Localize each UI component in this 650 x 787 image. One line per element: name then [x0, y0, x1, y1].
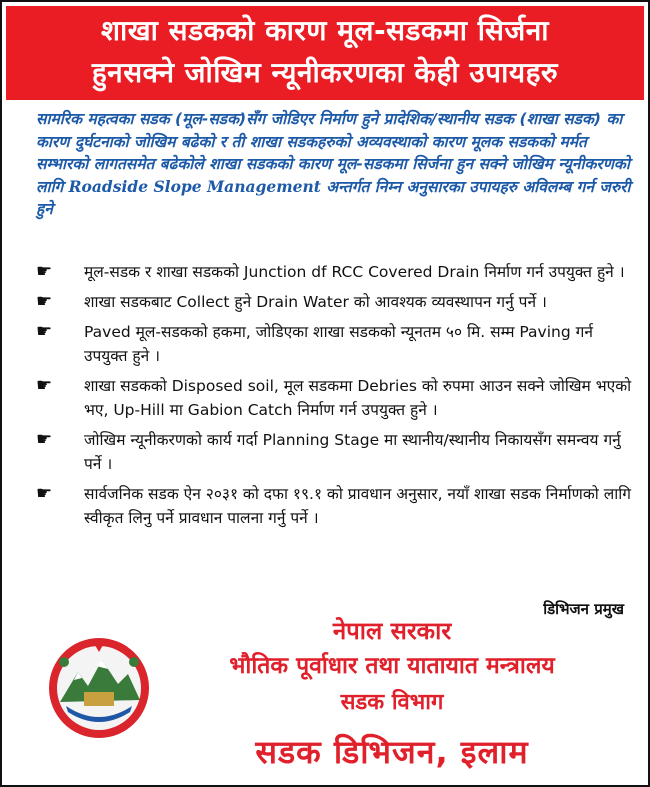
list-item-text: शाखा सडकबाट Collect हुने Drain Water को आवश्यक व्यवस्थापन गर्नु पर्ने ।: [84, 293, 547, 311]
intro-emphasis: Roadside Slope Management: [68, 176, 321, 196]
list-item-text: Paved मूल-सडकको हकमा, जोडिएका शाखा सडकको न्यूनतम ५० मि. सम्म Paving गर्न उपयुक्त हुने ।: [84, 323, 593, 365]
measures-list: [36, 260, 636, 536]
list-item-text: सार्वजनिक सडक ऐन २०३१ को दफा १९.१ को प्रावधान अनुसार, नयाँ शाखा सडक निर्माणको लागि स्वीकृत लिनु पर्ने प्रावधान पालना गर्नु पर्ने ।: [84, 485, 631, 527]
header-banner: [6, 6, 644, 100]
department-name: सडक विभाग: [340, 690, 444, 715]
header-title-line-1: शाखा सडकको कारण मूल-सडकमा सिर्जना: [100, 14, 550, 47]
pointing-hand-icon: ☛: [36, 321, 53, 342]
intro-text-before: सामरिक महत्वका सडक (मूल-सडक)सँग जोडिएर निर्माण हुने प्रादेशिक/स्थानीय सडक (शाखा सडक) का कारण दुर्घटनाको जोखिम बढेको र ती शाखा सडकहरुको अव्यवस्थाको कारण मूलक सडकको मर्मत सम्भारको लागतसमेत बढेकोले शाखा सडकको कारण मूल-सडकमा सिर्जना हुन सक्ने जोखिम न्यूनीकरणको लागि: [36, 110, 630, 196]
pointing-hand-icon: ☛: [36, 291, 53, 312]
list-item: [36, 320, 636, 368]
pointing-hand-icon: ☛: [36, 375, 53, 396]
list-item-text: शाखा सडकको Disposed soil, मूल सडकमा Debries को रुपमा आउन सक्ने जोखिम भएको भए, Up-Hill मा Gabion Catch निर्माण गर्न उपयुक्त हुने ।: [84, 377, 632, 419]
list-item-text: जोखिम न्यूनीकरणको कार्य गर्दा Planning Stage मा स्थानीय/स्थानीय निकायसँग समन्वय गर्नु पर्ने ।: [84, 431, 621, 473]
intro-text-after: अन्तर्गत निम्न अनुसारका उपायहरु अविलम्ब गर्न जरुरी हुने: [36, 177, 631, 218]
list-item: [36, 428, 636, 476]
header-title-line-2: हुनसक्ने जोखिम न्यूनीकरणका केही उपायहरु: [91, 56, 559, 89]
division-name: सडक डिभिजन, इलाम: [255, 733, 529, 771]
pointing-hand-icon: ☛: [36, 483, 53, 504]
pointing-hand-icon: ☛: [36, 261, 53, 282]
list-item-text: मूल-सडक र शाखा सडकको Junction df RCC Covered Drain निर्माण गर्न उपयुक्त हुने ।: [84, 263, 625, 281]
government-emblem-icon: [44, 632, 154, 740]
signer-title: डिभिजन प्रमुख: [543, 600, 624, 618]
pointing-hand-icon: ☛: [36, 429, 53, 450]
list-item: [36, 260, 636, 284]
list-item: [36, 482, 636, 530]
list-item: [36, 290, 636, 314]
intro-paragraph: [36, 108, 636, 221]
ministry-name: भौतिक पूर्वाधार तथा यातायात मन्त्रालय: [229, 653, 555, 679]
government-name: नेपाल सरकार: [332, 617, 452, 645]
list-item: [36, 374, 636, 422]
